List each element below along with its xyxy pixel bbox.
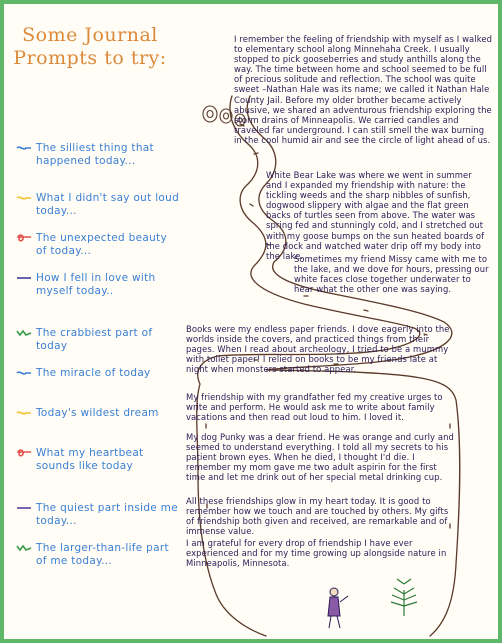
story-paragraph: [186, 432, 458, 482]
prompt-item: [16, 192, 181, 218]
story-paragraph-text: Books were my endless paper friends. I dove eagerly into the worlds inside the covers, and practiced things from their pages. When I read about archeology, I tried to be a mummy with toilet paper! I relied on books to be my friends late at night when monsters started to appear.: [186, 324, 450, 375]
story-paragraph-text: My friendship with my grandfather fed my creative urges to write and perform. He would ask me to write about family vacations and then read out loud to him. I loved it.: [186, 392, 443, 423]
prompt-bullet-icon: [16, 233, 32, 243]
prompt-bullet-icon: [16, 543, 32, 553]
prompt-bullet-icon: [16, 143, 32, 153]
prompt-text: The crabbiest part of today: [36, 327, 153, 352]
prompt-item: [16, 232, 181, 258]
figure-walking-icon: [328, 588, 348, 628]
story-paragraph-text: I am grateful for every drop of friendship I have ever experienced and for my time growing up alongside nature in Minneapolis, Minnesota.: [186, 538, 447, 569]
prompt-text: How I fell in love with myself today..: [36, 272, 156, 297]
story-paragraph: [234, 34, 492, 145]
story-paragraph: [186, 392, 458, 422]
page-title: Some Journal Prompts to try:: [13, 24, 167, 69]
tree-icon: [391, 579, 417, 616]
story-paragraph: [186, 324, 458, 374]
story-paragraph-text: I remember the feeling of friendship with myself as I walked to elementary school along Minnehaha Creek. I usually stopped to pick gooseberries and study anthills along the way. The time between home and school seemed to be full of precious solitude and reflection. The school was quite sweet –Nathan Hale was its name; we called it Nathan Hale County Jail. Before my older brother became actively abusive, we shared an adventurous friendship exploring the storm drains of Minneapolis. We carried candles and traveled far underground. I can still smell the wax burning in the cool humid air and see the circle of light ahead of us.: [234, 34, 493, 145]
story-paragraph: [266, 170, 490, 261]
prompt-item: [16, 502, 181, 528]
prompt-text: Today's wildest dream: [36, 407, 159, 419]
prompt-bullet-icon: [16, 273, 32, 283]
story-paragraph-text: All these friendships glow in my heart today. It is good to remember how we touch and are touched by others. My gifts of friendship both given and received, are remarkable and of immense value.: [186, 496, 449, 537]
prompt-item: [16, 272, 181, 298]
prompt-text: The unexpected beauty of today...: [36, 232, 167, 257]
prompt-text: The quiest part inside me today...: [36, 502, 178, 527]
prompt-text: What I didn't say out loud today...: [36, 192, 180, 217]
prompt-item: [16, 407, 181, 420]
story-paragraph: [294, 254, 490, 294]
prompt-bullet-icon: [16, 193, 32, 203]
prompt-bullet-icon: [16, 368, 32, 378]
prompt-bullet-icon: [16, 448, 32, 458]
prompt-text: The silliest thing that happened today...: [36, 142, 154, 167]
prompt-text: The miracle of today: [36, 367, 151, 379]
prompt-bullet-icon: [16, 408, 32, 418]
prompt-bullet-icon: [16, 328, 32, 338]
prompt-item: [16, 447, 181, 473]
prompt-item: [16, 327, 181, 353]
prompt-item: [16, 542, 181, 568]
prompt-text: The larger-than-life part of me today...: [36, 542, 169, 567]
prompt-item: [16, 142, 181, 168]
story-paragraph-text: My dog Punky was a dear friend. He was orange and curly and seemed to understand everything. I told all my secrets to his patient brown eyes. When he died, I thought I'd die. I remember my mom gave me two adult aspirin for the first time and let me drink out of her special metal drinking cup.: [186, 432, 454, 483]
story-paragraph: [186, 538, 458, 568]
prompt-item: [16, 367, 181, 380]
story-paragraph: [186, 496, 458, 536]
journal-page: [4, 4, 498, 639]
story-paragraph-text: Sometimes my friend Missy came with me to the lake, and we dove for hours, pressing our white faces close together underwater to hear what the other one was saying.: [294, 254, 489, 295]
story-paragraph-text: White Bear Lake was where we went in summer and I expanded my friendship with nature: the tickling weeds and the sharp nibbles of sunfish, dogwood slippery with algae and the flat green backs of turtles seen from above. The water was spring fed and stunningly cold, and I stretched out with my goose bumps on the sun heated boards of the dock and watched water drip off my body into the lake.: [266, 170, 485, 261]
prompt-text: What my heartbeat sounds like today: [36, 447, 144, 472]
prompt-bullet-icon: [16, 503, 32, 513]
